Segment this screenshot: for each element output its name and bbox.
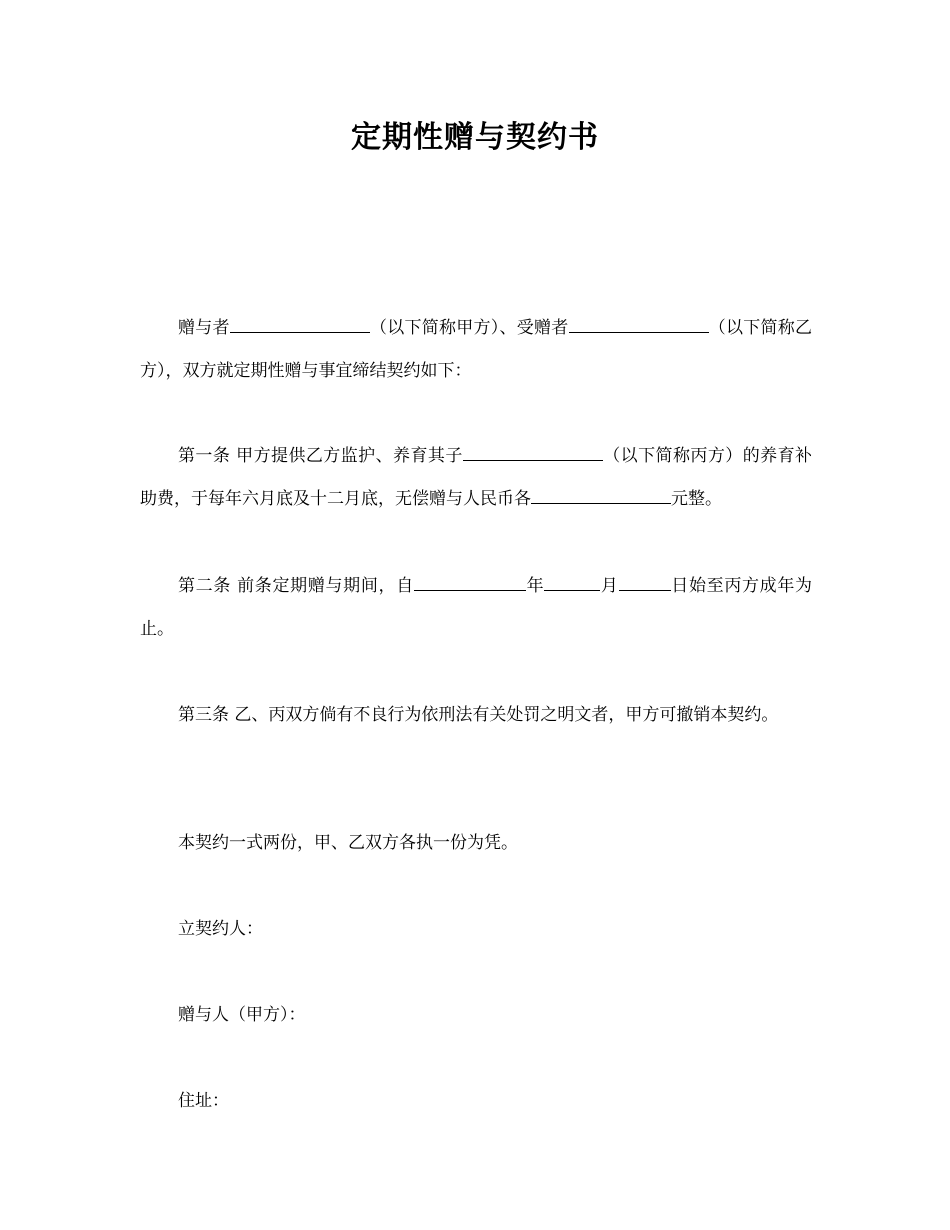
donor-party-label: 赠与人（甲方）： <box>178 1005 306 1025</box>
donor-alias-text: （以下简称甲方）、受赠者 <box>369 318 569 338</box>
donor-label: 赠与者 <box>178 318 230 338</box>
donee-name-blank[interactable] <box>569 314 709 333</box>
donor-name-blank[interactable] <box>230 314 370 333</box>
article-1-tail: 元整。 <box>671 489 722 509</box>
article-2-lead: 第二条 前条定期赠与期间，自 <box>178 576 414 596</box>
signers-label: 立契约人： <box>178 919 263 939</box>
amount-blank[interactable] <box>531 485 671 504</box>
document-title: 定期性赠与契约书 <box>351 120 599 155</box>
article-1-alias: （以下简称丙方）的养育补助费，于每年六月底及十二月底，无偿赠与人民币各 <box>140 446 813 509</box>
child-name-blank[interactable] <box>463 442 603 461</box>
article-1-lead: 第一条 甲方提供乙方监护、养育其子 <box>178 446 463 466</box>
article-2-tail: 日始至丙方成年为止。 <box>140 576 813 639</box>
copies-clause: 本契约一式两份，甲、乙双方各执一份为凭。 <box>178 833 518 853</box>
article-1 <box>140 435 812 521</box>
address-label: 住址： <box>178 1091 229 1111</box>
article-3: 第三条 乙、丙双方倘有不良行为依刑法有关处罚之明文者，甲方可撤销本契约。 <box>178 705 779 725</box>
donee-alias-text: （以下简称乙方），双方就定期性赠与事宜缔结契约如下： <box>140 318 812 381</box>
article-2 <box>140 565 812 651</box>
month-label: 月 <box>600 576 619 596</box>
intro-paragraph <box>140 307 812 393</box>
day-blank[interactable] <box>619 572 671 591</box>
year-blank[interactable] <box>414 572 526 591</box>
year-label: 年 <box>525 576 545 596</box>
month-blank[interactable] <box>544 572 600 591</box>
